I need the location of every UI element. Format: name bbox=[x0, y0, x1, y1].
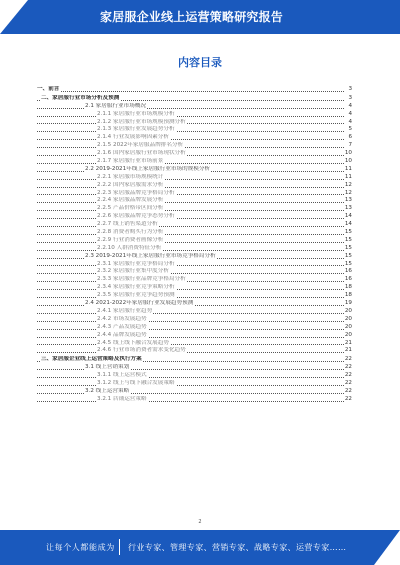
toc-entry[interactable] bbox=[37, 134, 352, 142]
toc-entry-page: 20 bbox=[344, 315, 352, 322]
toc-dot-leader bbox=[37, 385, 344, 386]
toc-entry[interactable] bbox=[37, 245, 352, 253]
toc-entry-page: 3 bbox=[348, 94, 352, 101]
footer-corner-cut bbox=[374, 530, 400, 565]
toc-entry-page: 15 bbox=[344, 236, 352, 243]
toc-entry-page: 21 bbox=[344, 347, 352, 354]
toc-entry[interactable] bbox=[37, 86, 352, 94]
toc-dot-leader bbox=[37, 116, 344, 117]
toc-entry-page: 22 bbox=[344, 372, 352, 379]
report-footer bbox=[0, 530, 400, 565]
toc-dot-leader bbox=[37, 202, 344, 203]
toc-entry-text: 2.4.6 行业市场消费者需求变化趋势 bbox=[97, 347, 186, 354]
toc-entry[interactable] bbox=[37, 158, 352, 166]
toc-entry-text: 3.2 线上运营策略 bbox=[85, 387, 130, 394]
toc-dot-leader bbox=[37, 163, 344, 164]
toc-entry-text: 2.2.5 产品价格带区间分析 bbox=[97, 205, 164, 212]
toc-entry-page: 19 bbox=[344, 300, 352, 307]
toc-entry-page: 22 bbox=[344, 387, 352, 394]
toc-entry[interactable] bbox=[37, 284, 352, 292]
toc-entry-text: 2.3.3 家居服行业品牌竞争格局分析 bbox=[97, 276, 186, 283]
toc-entry-text: 2.3 2019-2021年线上家居服行业市场竞争格局分析 bbox=[85, 252, 216, 259]
toc-dot-leader bbox=[37, 234, 344, 235]
toc-dot-leader bbox=[37, 210, 344, 211]
report-title: 家居服企业线上运营策略研究报告 bbox=[100, 10, 284, 24]
toc-dot-leader bbox=[37, 155, 344, 156]
toc-entry-page: 10 bbox=[344, 150, 352, 157]
toc-entry-text: 2.4.3 产品发展趋势 bbox=[97, 323, 147, 330]
toc-entry-page: 4 bbox=[348, 102, 352, 109]
toc-entry-page: 13 bbox=[344, 197, 352, 204]
toc-entry-text: 2.2.1 家居服市场规模统计 bbox=[97, 173, 164, 180]
toc-dot-leader bbox=[37, 273, 344, 274]
toc-entry-page: 18 bbox=[344, 292, 352, 299]
toc-entry[interactable] bbox=[37, 268, 352, 276]
toc-entry-page: 10 bbox=[344, 158, 352, 165]
toc-dot-leader bbox=[37, 265, 344, 266]
toc-entry-page: 12 bbox=[344, 189, 352, 196]
toc-entry[interactable] bbox=[37, 111, 352, 119]
toc-entry-page: 16 bbox=[344, 268, 352, 275]
toc-entry[interactable] bbox=[37, 332, 352, 340]
toc-entry-text: 2.1.6 国内家居服行业市场现状分析 bbox=[97, 150, 186, 157]
toc-entry-page: 11 bbox=[344, 173, 352, 180]
toc-entry-text: 2.2 2019-2021年线上家居服行业市场的规模分析 bbox=[85, 165, 211, 172]
toc-entry[interactable] bbox=[37, 388, 352, 396]
toc-entry-page: 13 bbox=[344, 205, 352, 212]
toc-entry-text: 2.2.10 人群消费特征分析 bbox=[97, 244, 162, 251]
toc-entry-text: 三、家居服企业线上运营策略及执行方案 bbox=[41, 356, 142, 363]
toc-dot-leader bbox=[37, 123, 344, 124]
toc-entry[interactable] bbox=[37, 276, 352, 284]
toc-entry[interactable] bbox=[37, 119, 352, 127]
toc-entry[interactable] bbox=[37, 308, 352, 316]
toc-entry-page: 18 bbox=[344, 284, 352, 291]
toc-entry-page: 4 bbox=[348, 118, 352, 125]
toc-entry-text: 2.2.3 家居服品牌竞争格局分析 bbox=[97, 189, 175, 196]
toc-entry[interactable] bbox=[37, 142, 352, 150]
toc-entry[interactable] bbox=[37, 237, 352, 245]
toc-entry[interactable] bbox=[37, 253, 352, 261]
toc-entry-page: 3 bbox=[348, 86, 352, 92]
toc-entry[interactable] bbox=[37, 213, 352, 221]
toc-dot-leader bbox=[37, 147, 344, 148]
toc-entry-text: 2.3.2 家居服行业集中度分析 bbox=[97, 268, 169, 275]
toc-entry-page: 21 bbox=[344, 339, 352, 346]
toc-entry-text: 2.1.2 家居服行业市场规模预测分析 bbox=[97, 118, 186, 125]
toc-dot-leader bbox=[37, 194, 344, 195]
toc-entry-page: 20 bbox=[344, 331, 352, 338]
toc-entry-text: 3.1.2 线上与线下融合发展策略 bbox=[97, 379, 175, 386]
toc-dot-leader bbox=[37, 344, 344, 345]
toc-entry-page: 22 bbox=[344, 395, 352, 402]
toc-dot-leader bbox=[37, 369, 344, 370]
toc-dot-leader bbox=[37, 242, 344, 243]
toc-entry-text: 2.1.4 行业发展影响因素分析 bbox=[97, 134, 169, 141]
toc-entry-text: 二、家居服行业市场分析及预测 bbox=[41, 94, 120, 101]
page-number: 2 bbox=[198, 519, 202, 525]
toc-entry-text: 2.1.5 2022年家居服品牌排名分析 bbox=[97, 142, 184, 149]
toc-entry[interactable] bbox=[37, 126, 352, 134]
toc-entry-text: 3.1.1 线上运营模式 bbox=[97, 372, 147, 379]
toc-entry[interactable] bbox=[37, 372, 352, 380]
toc-entry-text: 2.2.9 行业消费者画像分析 bbox=[97, 236, 164, 243]
toc-dot-leader bbox=[37, 329, 344, 330]
toc-entry-page: 22 bbox=[344, 364, 352, 371]
toc-entry[interactable] bbox=[37, 229, 352, 237]
toc-entry[interactable] bbox=[37, 166, 352, 174]
footer-slogan: 让每个人都能成为 bbox=[46, 543, 115, 552]
toc-entry[interactable] bbox=[37, 347, 352, 355]
footer-roles: 行业专家、管理专家、营销专家、战略专家、运营专家…… bbox=[128, 543, 347, 552]
toc-entry-text: 3.2.1 店铺运营策略 bbox=[97, 395, 147, 402]
toc-dot-leader bbox=[37, 321, 344, 322]
toc-entry-page: 15 bbox=[344, 229, 352, 236]
toc-entry[interactable] bbox=[37, 292, 352, 300]
toc-entry[interactable] bbox=[37, 182, 352, 190]
toc-entry-text: 2.3.4 家居服行业竞争策略分析 bbox=[97, 284, 175, 291]
toc-entry-page: 11 bbox=[344, 165, 352, 172]
toc-entry-text: 2.4.4 品牌发展趋势 bbox=[97, 331, 147, 338]
toc-entry[interactable] bbox=[37, 103, 352, 111]
toc-entry-text: 2.1.3 家居服行业发展趋势分析 bbox=[97, 126, 175, 133]
toc-entry[interactable] bbox=[37, 261, 352, 269]
header-corner-cut bbox=[0, 0, 28, 34]
toc-entry-text: 一、前言 bbox=[37, 86, 60, 92]
toc-dot-leader bbox=[37, 313, 344, 314]
toc-dot-leader bbox=[37, 179, 344, 180]
toc-dot-leader bbox=[37, 187, 344, 188]
toc-entry[interactable] bbox=[37, 300, 352, 308]
toc-entry-page: 14 bbox=[344, 213, 352, 220]
toc-entry-page: 7 bbox=[348, 142, 352, 149]
toc-entry[interactable] bbox=[37, 396, 352, 404]
toc-entry[interactable] bbox=[37, 174, 352, 182]
toc-entry-text: 2.3.1 家居服行业竞争格局分析 bbox=[97, 260, 175, 267]
toc-dot-leader bbox=[37, 297, 344, 298]
toc-entry-text: 2.4.1 家居服行业趋势 bbox=[97, 307, 153, 314]
toc-entry-page: 22 bbox=[344, 379, 352, 386]
toc-entry-text: 2.1 家居服行业市场概况 bbox=[85, 102, 147, 109]
toc-entry[interactable] bbox=[37, 205, 352, 213]
toc-entry-text: 2.2.7 线上销售渠道分析 bbox=[97, 221, 158, 228]
toc-entry-page: 20 bbox=[344, 323, 352, 330]
toc-entry-text: 2.1.1 家居服行业市场规模分析 bbox=[97, 110, 175, 117]
toc-entry-page: 14 bbox=[344, 221, 352, 228]
toc-entry[interactable] bbox=[37, 197, 352, 205]
toc-entry[interactable] bbox=[37, 190, 352, 198]
toc-entry[interactable] bbox=[37, 364, 352, 372]
table-of-contents bbox=[37, 86, 352, 404]
toc-dot-leader bbox=[37, 218, 344, 219]
toc-entry-text: 2.2.6 家居服品牌竞争态势分析 bbox=[97, 213, 175, 220]
toc-entry-page: 4 bbox=[348, 110, 352, 117]
toc-dot-leader bbox=[37, 377, 344, 378]
toc-entry-text: 2.2.8 消费者购买行为分析 bbox=[97, 229, 164, 236]
toc-entry-page: 6 bbox=[348, 134, 352, 141]
toc-entry[interactable] bbox=[37, 221, 352, 229]
toc-dot-leader bbox=[37, 393, 344, 394]
toc-dot-leader bbox=[37, 281, 344, 282]
toc-entry-page: 16 bbox=[344, 276, 352, 283]
toc-dot-leader bbox=[37, 226, 344, 227]
toc-entry-page: 15 bbox=[344, 244, 352, 251]
toc-entry-page: 15 bbox=[344, 252, 352, 259]
toc-entry-text: 2.4.5 线上线下融合发展趋势 bbox=[97, 339, 169, 346]
toc-entry[interactable] bbox=[37, 324, 352, 332]
toc-entry[interactable] bbox=[37, 340, 352, 348]
toc-entry-text: 2.2.2 国内家居服需求分析 bbox=[97, 181, 164, 188]
toc-entry-text: 3.1 线上营销策划 bbox=[85, 364, 130, 371]
toc-heading: 内容目录 bbox=[178, 56, 222, 69]
toc-entry[interactable] bbox=[37, 380, 352, 388]
toc-entry-text: 2.1.7 家居服行业市场前景 bbox=[97, 158, 164, 165]
toc-entry-page: 20 bbox=[344, 307, 352, 314]
toc-entry[interactable] bbox=[37, 316, 352, 324]
toc-entry-text: 2.2.4 家居服品牌发展分析 bbox=[97, 197, 164, 204]
toc-entry-text: 2.4 2021-2022年家居服行业发展趋势预测 bbox=[85, 300, 194, 307]
toc-entry-text: 2.3.5 家居服行业竞争趋势预测 bbox=[97, 292, 175, 299]
toc-entry[interactable] bbox=[37, 95, 352, 103]
toc-entry-page: 22 bbox=[344, 356, 352, 363]
footer-divider bbox=[119, 539, 120, 555]
toc-dot-leader bbox=[37, 139, 344, 140]
toc-dot-leader bbox=[37, 131, 344, 132]
toc-entry-text: 2.4.2 市场发展趋势 bbox=[97, 315, 147, 322]
toc-dot-leader bbox=[37, 250, 344, 251]
report-header bbox=[0, 0, 400, 34]
toc-dot-leader bbox=[37, 337, 344, 338]
toc-entry[interactable] bbox=[37, 150, 352, 158]
toc-dot-leader bbox=[37, 108, 344, 109]
toc-dot-leader bbox=[37, 401, 344, 402]
toc-entry-page: 12 bbox=[344, 181, 352, 188]
toc-entry-page: 15 bbox=[344, 260, 352, 267]
toc-dot-leader bbox=[37, 289, 344, 290]
toc-dot-leader bbox=[37, 91, 344, 92]
toc-entry[interactable] bbox=[37, 356, 352, 364]
toc-dot-leader bbox=[37, 352, 344, 353]
toc-entry-page: 5 bbox=[348, 126, 352, 133]
